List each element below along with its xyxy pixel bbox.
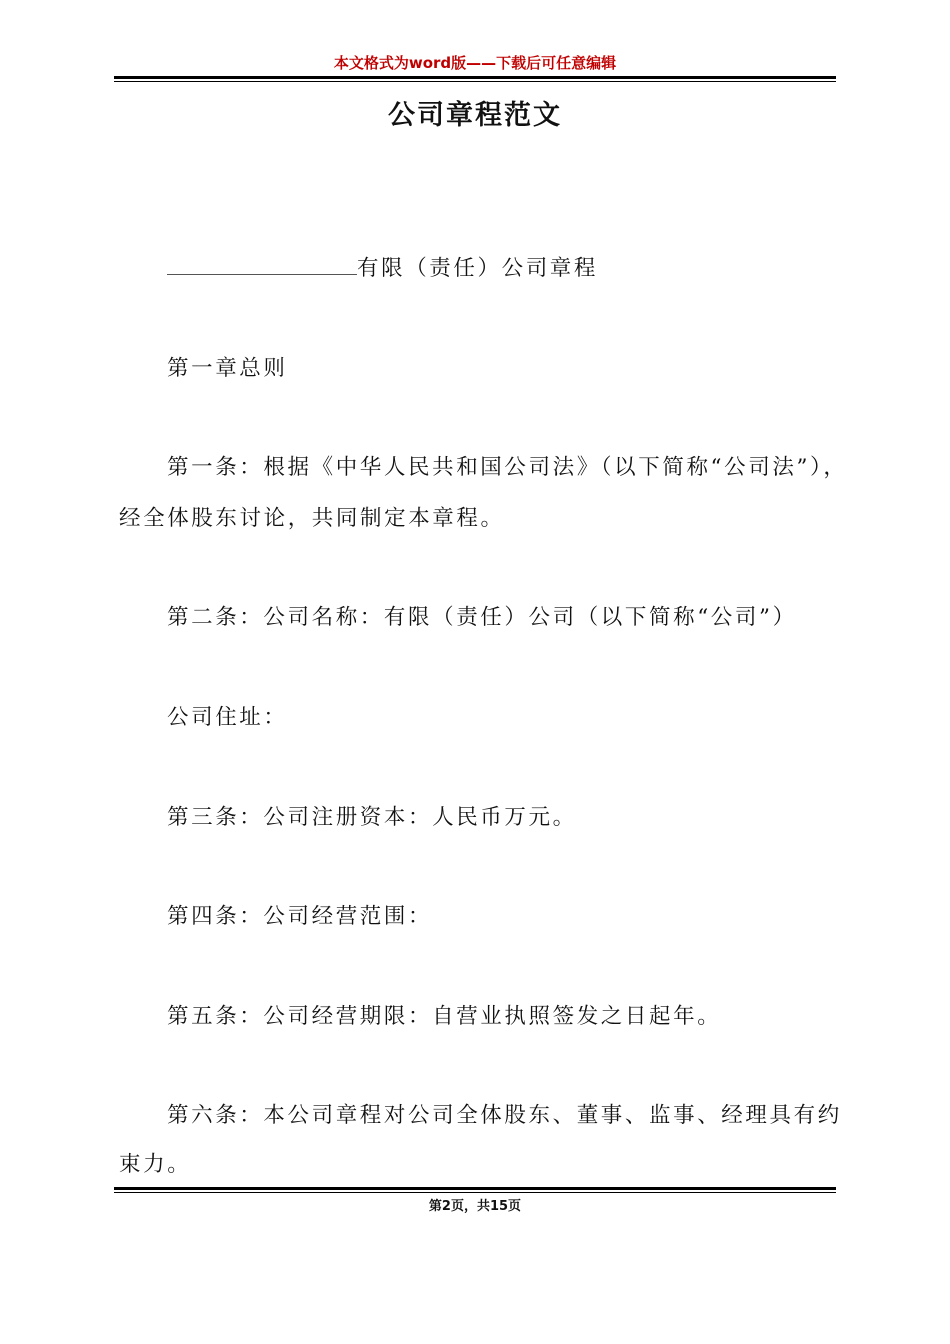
document-title: 公司章程范文: [388, 100, 562, 131]
page-number: 第2页，共15页: [428, 1199, 522, 1214]
company-heading: [119, 245, 887, 293]
article-3: 第三条：公司注册资本：人民币万元。: [167, 805, 577, 830]
article-5: 第五条：公司经营期限：自营业执照签发之日起年。: [167, 1004, 722, 1029]
company-name-blank: [167, 256, 357, 275]
article-6-line-1: 第六条：本公司章程对公司全体股东、董事、监事、经理具有约: [167, 1103, 842, 1128]
article-1-line-2: 经全体股东讨论，共同制定本章程。: [119, 506, 505, 531]
header-banner: 本文格式为word版——下载后可任意编辑: [333, 54, 617, 72]
header-divider: [114, 76, 836, 82]
article-2: 第二条：公司名称：有限（责任）公司（以下简称“公司”）: [167, 605, 797, 630]
chapter-heading: 第一章总则: [167, 356, 288, 381]
article-6-line-2: 束力。: [119, 1152, 192, 1177]
company-heading-text: 有限（责任）公司章程: [357, 256, 599, 281]
article-4: 第四条：公司经营范围：: [167, 904, 433, 929]
company-address: 公司住址：: [167, 705, 288, 730]
footer-divider: [114, 1187, 836, 1193]
article-1-line-1: 第一条：根据《中华人民共和国公司法》（以下简称“公司法”），: [167, 455, 848, 480]
